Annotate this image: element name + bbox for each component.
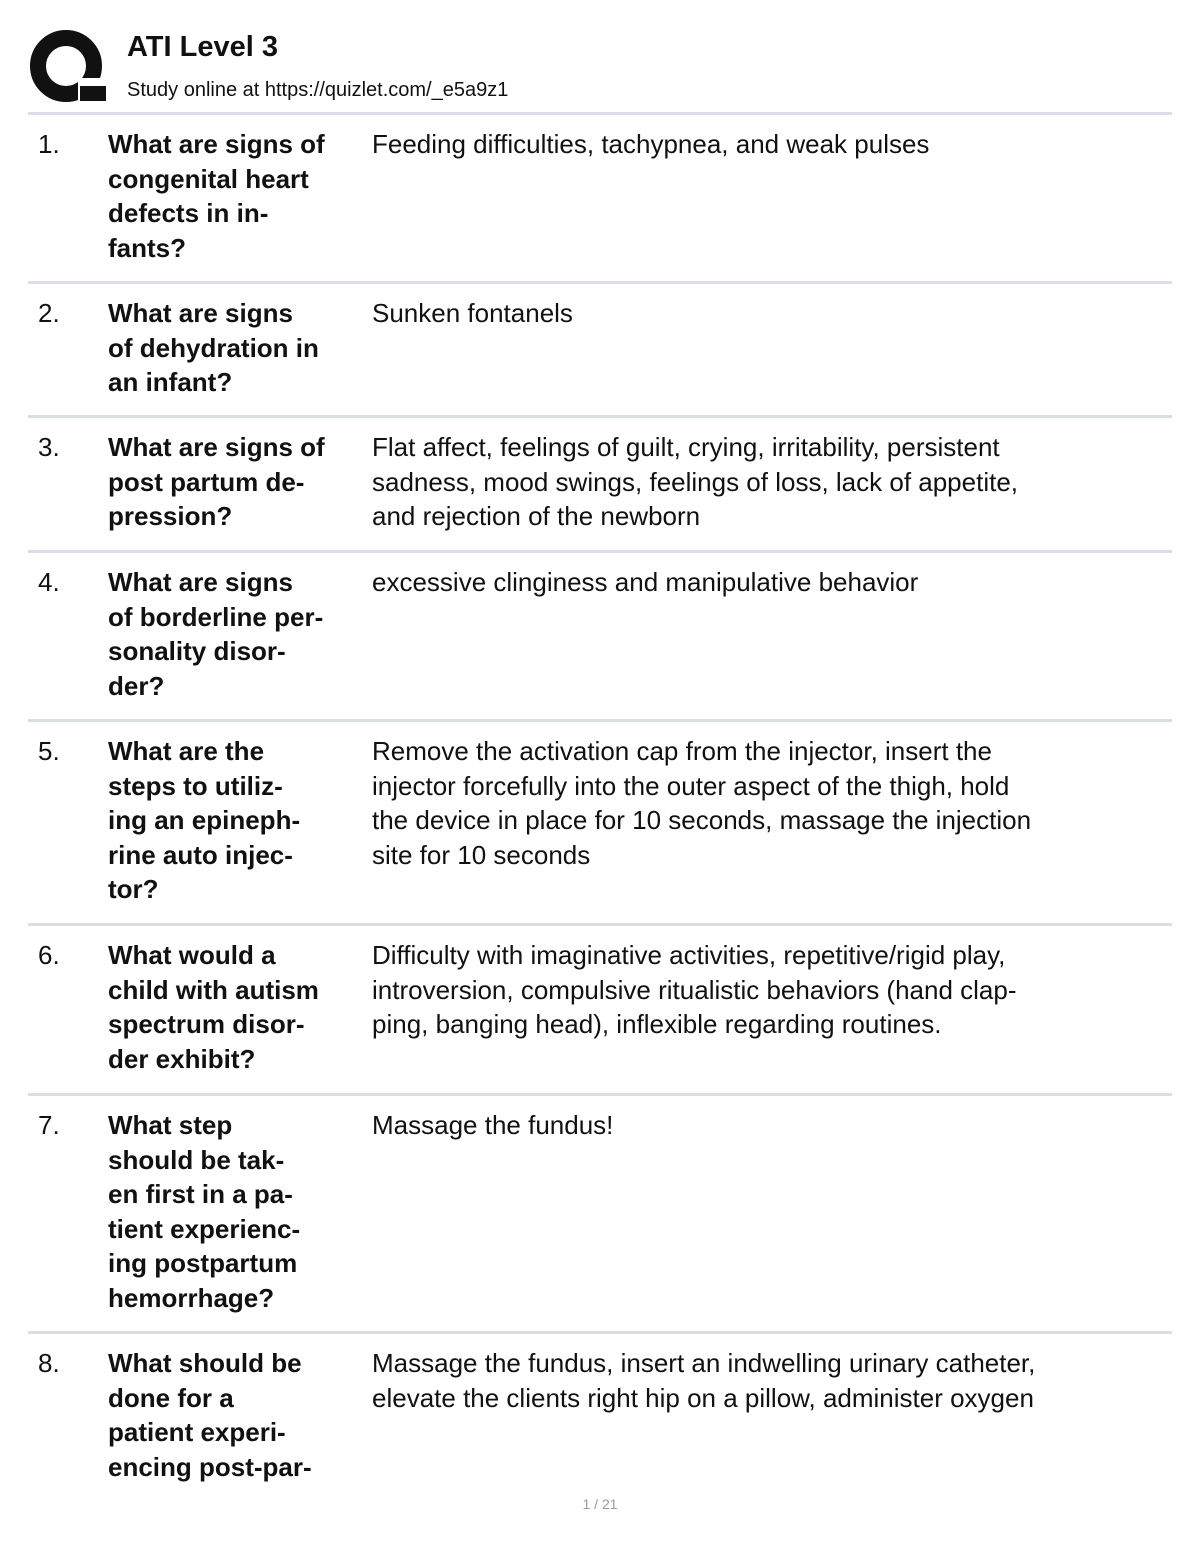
definition-line: introversion, compulsive ritualistic behaviors (hand clap- [372,974,1017,1005]
term-line: an infant? [108,367,233,397]
definition-line: sadness, mood swings, feelings of loss, lack of appetite, [372,466,1019,497]
card-definition [372,565,1172,600]
term-line: What would a [108,940,276,970]
card-definition [372,1346,1172,1415]
definition-line: site for 10 seconds [372,839,591,870]
term-line: der? [108,670,165,701]
term-line: What are signs [108,298,293,328]
term-line: steps to utiliz- [108,770,283,801]
term-line: congenital heart [108,163,309,194]
card-term [108,430,370,534]
term-line: defects in in- [108,198,269,228]
card-definition [372,127,1172,162]
term-line: sonality disor- [108,636,286,666]
definition-line: Flat affect, feelings of guilt, crying, irritability, persistent [372,432,1000,462]
term-line: What step [108,1110,233,1140]
term-line: What are signs of [108,129,325,159]
card-1 [28,112,1172,282]
definition-line: Massage the fundus, insert an indwelling urinary catheter, [372,1348,1036,1378]
card-number: 3. [38,432,60,462]
card-4 [28,550,1172,720]
definition-line: Massage the fundus! [372,1110,614,1140]
card-3 [28,415,1172,551]
quizlet-logo-icon [28,28,108,108]
set-title: ATI Level 3 [127,31,278,63]
card-7 [28,1093,1172,1332]
term-line: encing post-par- [108,1451,312,1482]
card-definition [372,296,1172,331]
term-line: of borderline per- [108,601,324,632]
term-line: child with autism [108,974,319,1005]
term-line: rine auto injec- [108,839,293,870]
term-line: tient experienc- [108,1213,301,1244]
term-line: What are signs [108,567,293,597]
card-number: 4. [38,567,60,597]
card-definition [372,734,1172,872]
card-term [108,938,370,1076]
definition-line: injector forcefully into the outer aspect of the thigh, hold [372,770,1010,801]
term-line: What should be [108,1348,302,1378]
card-definition [372,430,1172,534]
term-line: pression? [108,501,233,531]
term-line: What are the [108,736,265,766]
card-number: 5. [38,736,60,766]
card-definition [372,938,1172,1042]
card-number: 8. [38,1348,60,1378]
definition-line: excessive clinginess and manipulative behavior [372,567,919,597]
definition-line: the device in place for 10 seconds, massage the injection [372,805,1032,835]
card-term [108,734,370,907]
card-6 [28,923,1172,1094]
page-number: 1 / 21 [582,1496,618,1512]
card-term [108,1346,370,1484]
term-line: of dehydration in [108,332,319,363]
definition-line: Difficulty with imaginative activities, repetitive/rigid play, [372,940,1006,970]
definition-line: ping, banging head), inflexible regarding routines. [372,1009,942,1039]
card-number: 7. [38,1110,60,1140]
definition-line: Remove the activation cap from the injector, insert the [372,736,992,766]
term-line: ing an epineph- [108,805,301,835]
term-line: en first in a pa- [108,1179,293,1209]
card-5 [28,719,1172,924]
card-number: 2. [38,298,60,328]
term-line: fants? [108,232,186,263]
definition-line: elevate the clients right hip on a pillow, administer oxygen [372,1382,1034,1413]
card-number: 1. [38,129,60,159]
study-online-link[interactable]: Study online at https://quizlet.com/_e5a9z1 [127,79,509,101]
definition-line: Feeding difficulties, tachypnea, and weak pulses [372,129,930,159]
card-term [108,127,370,265]
term-line: patient experi- [108,1417,286,1447]
card-term [108,565,370,703]
term-line: should be tak- [108,1144,285,1175]
card-8 [28,1331,1172,1494]
card-term [108,1108,370,1315]
term-line: post partum de- [108,466,305,497]
term-line: done for a [108,1382,234,1413]
term-line: spectrum disor- [108,1009,305,1039]
card-number: 6. [38,940,60,970]
term-line: What are signs of [108,432,325,462]
card-definition [372,1108,1172,1143]
definition-line: Sunken fontanels [372,298,573,328]
term-line: tor? [108,874,159,904]
definition-line: and rejection of the newborn [372,501,701,531]
term-line: der exhibit? [108,1043,256,1074]
card-2 [28,281,1172,416]
term-line: ing postpartum [108,1248,298,1278]
term-line: hemorrhage? [108,1282,275,1313]
card-term [108,296,370,400]
